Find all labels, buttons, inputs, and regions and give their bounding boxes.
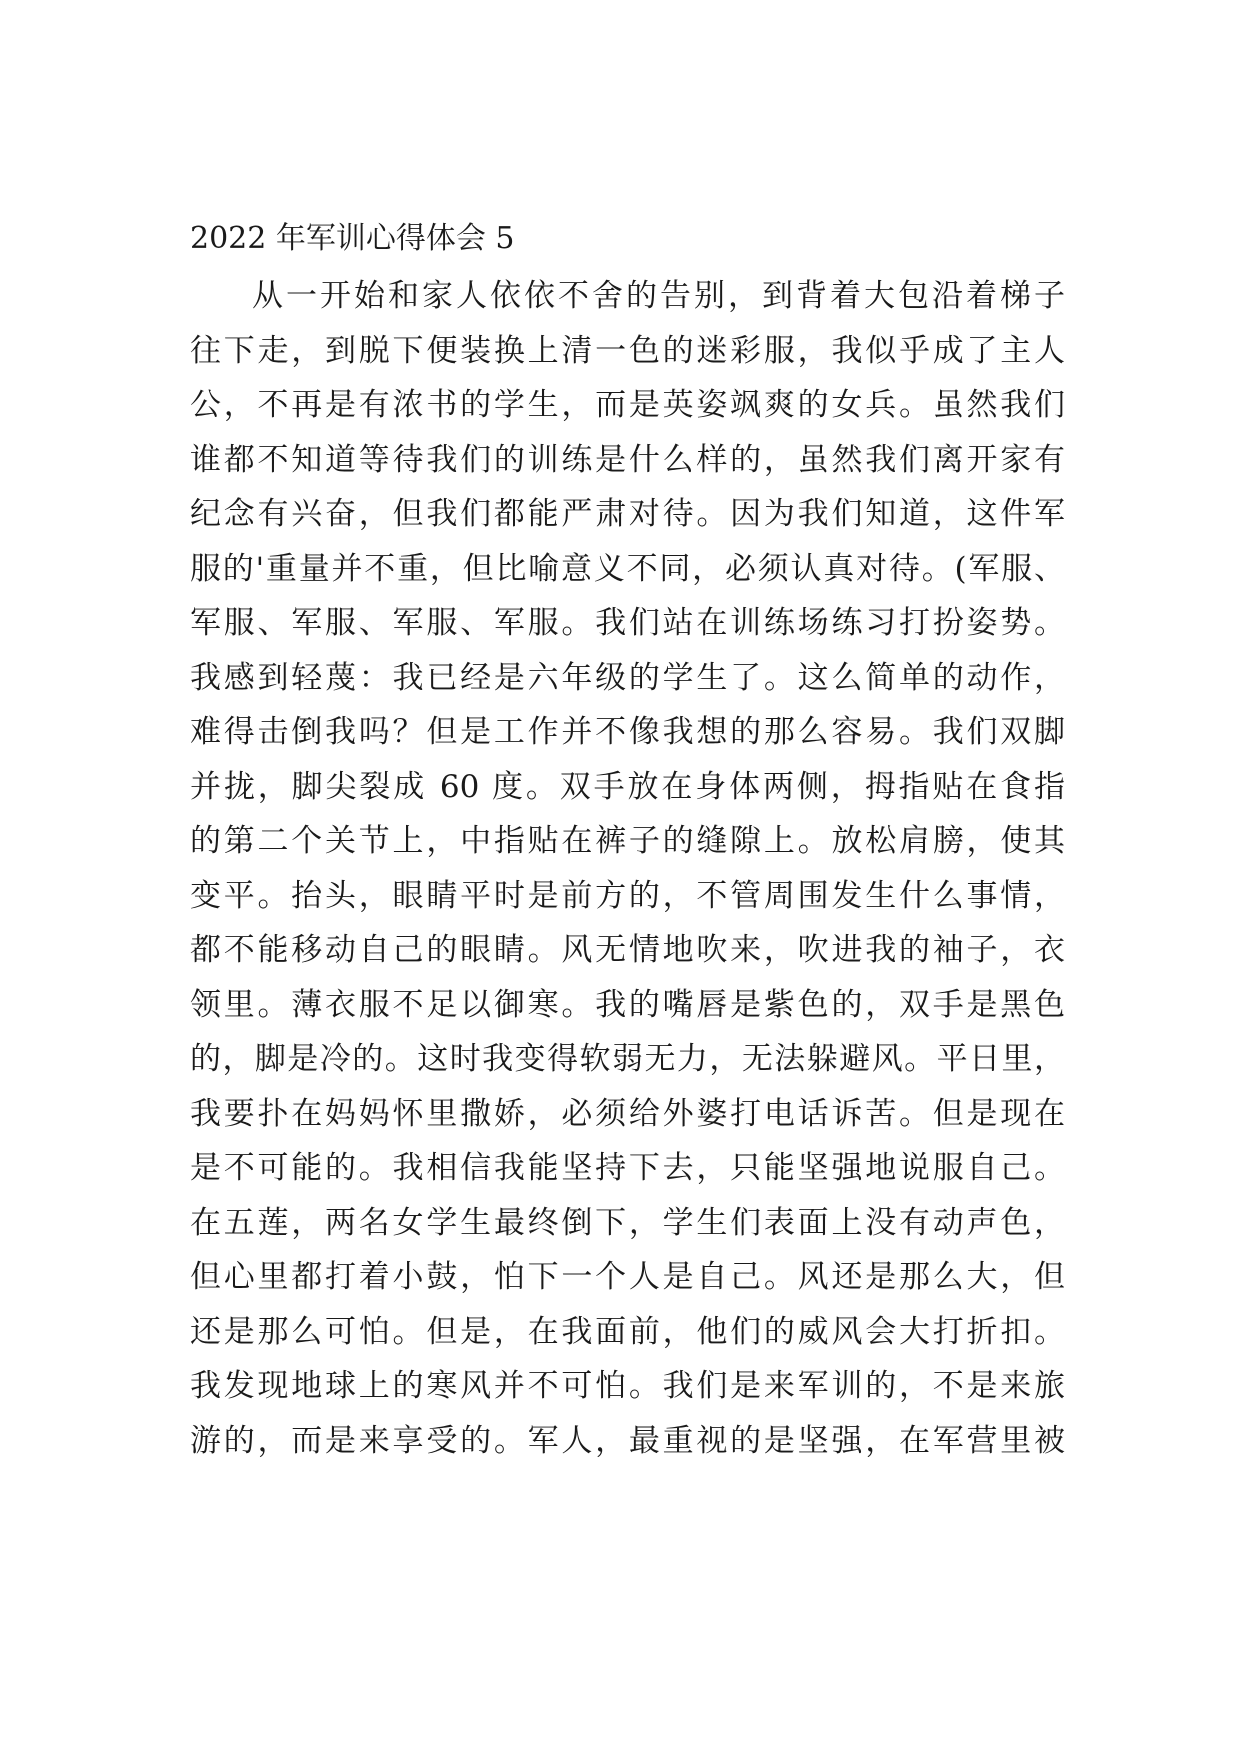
paragraph-line: 在五莲，两名女学生最终倒下，学生们表面上没有动声色， <box>190 1204 1065 1241</box>
document-title: 2022 年军训心得体会 5 <box>190 221 515 256</box>
paragraph-line: 军服、军服、军服、军服。我们站在训练场练习打扮姿势。 <box>190 605 1065 641</box>
paragraph-line: 并拢，脚尖裂成 60 度。双手放在身体两侧，拇指贴在食指 <box>190 768 1065 805</box>
paragraph-line: 是不可能的。我相信我能坚持下去，只能坚强地说服自己。 <box>190 1150 1065 1186</box>
paragraph-line: 领里。薄衣服不足以御寒。我的嘴唇是紫色的，双手是黑色 <box>190 986 1065 1023</box>
paragraph-line: 纪念有兴奋，但我们都能严肃对待。因为我们知道，这件军 <box>190 496 1065 532</box>
paragraph-line: 变平。抬头，眼睛平时是前方的，不管周围发生什么事情， <box>190 877 1065 914</box>
paragraph-line: 我要扑在妈妈怀里撒娇，必须给外婆打电话诉苦。但是现在 <box>190 1095 1065 1132</box>
paragraph-line: 难得击倒我吗？但是工作并不像我想的那么容易。我们双脚 <box>190 714 1065 750</box>
paragraph-line: 我发现地球上的寒风并不可怕。我们是来军训的，不是来旅 <box>190 1368 1065 1404</box>
paragraph-line: 都不能移动自己的眼睛。风无情地吹来，吹进我的袖子，衣 <box>190 932 1065 968</box>
paragraph-line: 但心里都打着小鼓，怕下一个人是自己。风还是那么大，但 <box>190 1259 1065 1295</box>
paragraph-line: 的，脚是冷的。这时我变得软弱无力，无法躲避风。平日里， <box>190 1041 1065 1077</box>
paragraph-line: 的第二个关节上，中指贴在裤子的缝隙上。放松肩膀，使其 <box>190 823 1065 859</box>
paragraph-line: 往下走，到脱下便装换上清一色的迷彩服，我似乎成了主人 <box>190 332 1065 369</box>
paragraph-line: 还是那么可怕。但是，在我面前，他们的威风会大打折扣。 <box>190 1313 1065 1350</box>
paragraph-line: 谁都不知道等待我们的训练是什么样的，虽然我们离开家有 <box>190 441 1065 478</box>
paragraph-line: 我感到轻蔑：我已经是六年级的学生了。这么简单的动作， <box>190 659 1065 696</box>
paragraph-line: 服的'重量并不重，但比喻意义不同，必须认真对待。(军服、 <box>190 550 1065 587</box>
paragraph-line: 游的，而是来享受的。军人，最重视的是坚强，在军营里被 <box>190 1422 1065 1459</box>
paragraph-line: 公，不再是有浓书的学生，而是英姿飒爽的女兵。虽然我们 <box>190 387 1065 423</box>
document-body <box>190 269 1065 1468</box>
paragraph-line: 从一开始和家人依依不舍的告别，到背着大包沿着梯子 <box>252 278 1065 314</box>
document-content <box>190 215 1065 1468</box>
